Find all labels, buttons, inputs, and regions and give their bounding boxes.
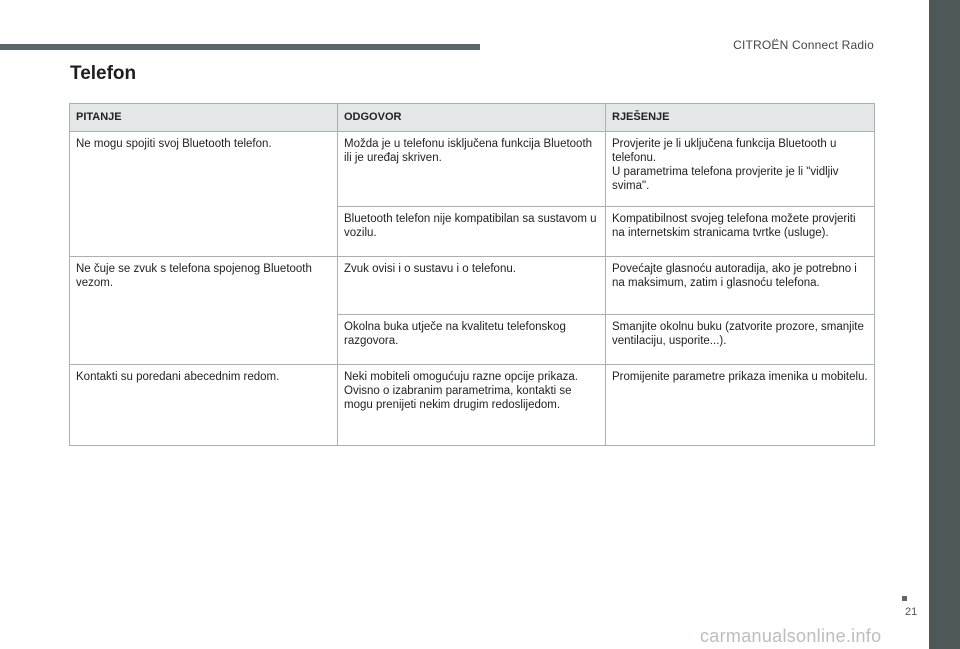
- column-header-answer: ODGOVOR: [338, 104, 606, 132]
- side-strip: [929, 0, 960, 649]
- table-row: [70, 257, 875, 315]
- column-header-solution: RJEŠENJE: [606, 104, 875, 132]
- solution-cell: [606, 207, 875, 257]
- answer-cell: Neki mobiteli omogućuju razne opcije prikaza. Ovisno o izabranim parametrima, kontakti se mogu prenijeti nekim drugim redoslijedom.: [338, 365, 606, 446]
- faq-table: [69, 103, 875, 446]
- solution-cell: [606, 132, 875, 207]
- column-header-question: PITANJE: [70, 104, 338, 132]
- answer-cell: Možda je u telefonu isključena funkcija Bluetooth ili je uređaj skriven.: [338, 132, 606, 207]
- question-cell: Kontakti su poredani abecednim redom.: [70, 365, 338, 446]
- question-cell: [70, 207, 338, 257]
- page-title: Telefon: [70, 63, 137, 84]
- table-row: [70, 132, 875, 207]
- solution-line: Smanjite okolnu buku (zatvorite prozore, smanjite ventilaciju, usporite...).: [612, 321, 864, 347]
- brand-label: CITROËN Connect Radio: [733, 38, 874, 52]
- table-row: [70, 207, 875, 257]
- question-cell: Ne mogu spojiti svoj Bluetooth telefon.: [70, 132, 338, 207]
- solution-cell: [606, 365, 875, 446]
- header-accent-bar: [0, 44, 480, 50]
- table-row: [70, 315, 875, 365]
- table-header-row: [70, 104, 875, 132]
- solution-line: U parametrima telefona provjerite je li "vidljiv svima".: [612, 165, 839, 192]
- solution-line: Kompatibilnost svojeg telefona možete provjeriti na internetskim stranicama tvrtke (usluge).: [612, 213, 856, 239]
- answer-cell: Bluetooth telefon nije kompatibilan sa sustavom u vozilu.: [338, 207, 606, 257]
- question-cell: [70, 315, 338, 365]
- table-row: [70, 365, 875, 446]
- page-marker-square: [902, 596, 907, 601]
- answer-cell: Zvuk ovisi i o sustavu i o telefonu.: [338, 257, 606, 315]
- watermark: carmanualsonline.info: [700, 626, 882, 646]
- solution-cell: [606, 257, 875, 315]
- answer-cell: Okolna buka utječe na kvalitetu telefonskog razgovora.: [338, 315, 606, 365]
- solution-line: Provjerite je li uključena funkcija Bluetooth u telefonu.: [612, 138, 837, 164]
- solution-line: Promijenite parametre prikaza imenika u mobitelu.: [612, 371, 868, 384]
- solution-cell: [606, 315, 875, 365]
- question-cell: Ne čuje se zvuk s telefona spojenog Bluetooth vezom.: [70, 257, 338, 315]
- solution-line: Povećajte glasnoću autoradija, ako je potrebno i na maksimum, zatim i glasnoću telefona.: [612, 263, 857, 289]
- page-number: 21: [905, 606, 918, 618]
